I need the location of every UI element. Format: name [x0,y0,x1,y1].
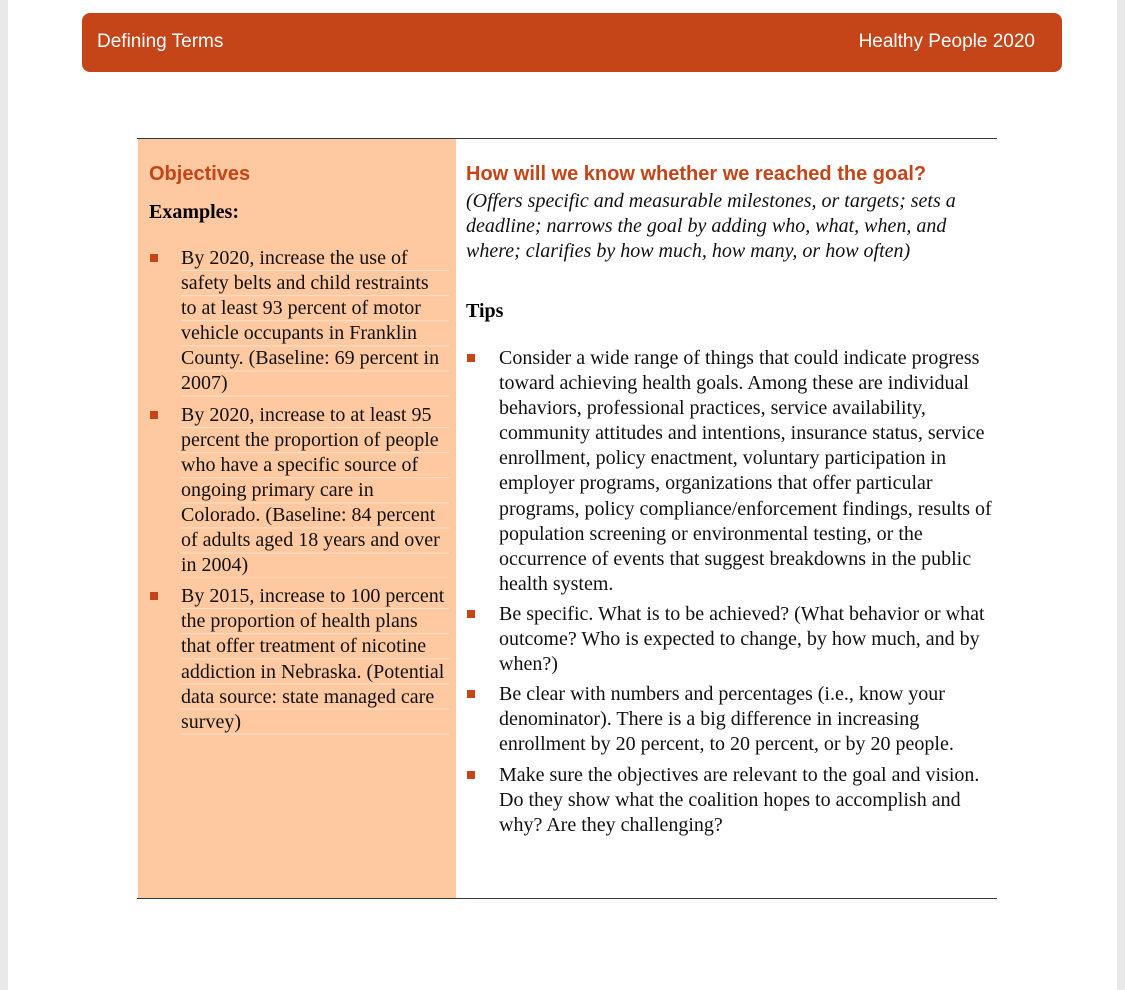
tip-text: Be clear with numbers and percentages (i.e., know your denominator). There is a big difference in increasing enrollment by 20 percent, to 20 percent, or by 20 people. [499,683,954,756]
list-item [467,763,992,838]
examples-subheading: Examples: [149,201,239,223]
guidance-column [456,139,997,898]
list-item [149,246,449,397]
square-bullet-icon [467,610,475,618]
tip-text: Be specific. What is to be achieved? (What behavior or what outcome? Who is expected to change, by how much, and by when?) [499,602,985,676]
tips-subheading: Tips [466,300,504,322]
list-item [467,602,992,677]
section-title: Defining Terms [97,31,224,52]
square-bullet-icon [467,690,475,698]
square-bullet-icon [150,254,158,262]
objectives-heading: Objectives [149,163,251,185]
list-item [149,584,449,735]
example-text: By 2015, increase to 100 percent the proportion of health plans that offer treatment of nicotine addiction in Nebraska. (Potential data source: state managed care survey) [181,584,449,735]
examples-list [149,246,449,741]
square-bullet-icon [467,771,475,779]
list-item [467,682,992,757]
example-text: By 2020, increase the use of safety belts and child restraints to at least 93 percent of motor vehicle occupants in Franklin County. (Baseline: 69 percent in 2007) [181,246,449,397]
header-bar [82,13,1062,72]
guidance-description: (Offers specific and measurable milestones, or targets; sets a deadline; narrows the goal by adding who, what, when, and where; clarifies by how much, how many, or how often) [466,190,956,262]
tip-text: Consider a wide range of things that could indicate progress toward achieving health goals. Among these are individual behaviors, professional practices, service availability, community attitudes and intentions, insurance status, service enrollment, policy enactment, voluntary participation in employer programs, organizations that offer particular programs, policy compliance/enforcement findings, results of population screening or environmental testing, or the occurrence of events that suggest breakdowns in the public health system. [499,347,992,595]
objectives-table [137,138,997,899]
publication-title: Healthy People 2020 [858,31,1035,52]
objectives-column [138,139,456,898]
tip-text: Make sure the objectives are relevant to the goal and vision. Do they show what the coalition hopes to accomplish and why? Are they challenging? [499,763,980,836]
square-bullet-icon [467,354,475,362]
example-text: By 2020, increase to at least 95 percent the proportion of people who have a specific source of ongoing primary care in Colorado. (Baseline: 84 percent of adults aged 18 years and over in 2004) [181,403,449,579]
square-bullet-icon [150,411,158,419]
tips-list [467,346,992,843]
list-item [149,403,449,579]
guidance-heading: How will we know whether we reached the goal? [466,163,927,185]
list-item [467,346,992,597]
square-bullet-icon [150,592,158,600]
